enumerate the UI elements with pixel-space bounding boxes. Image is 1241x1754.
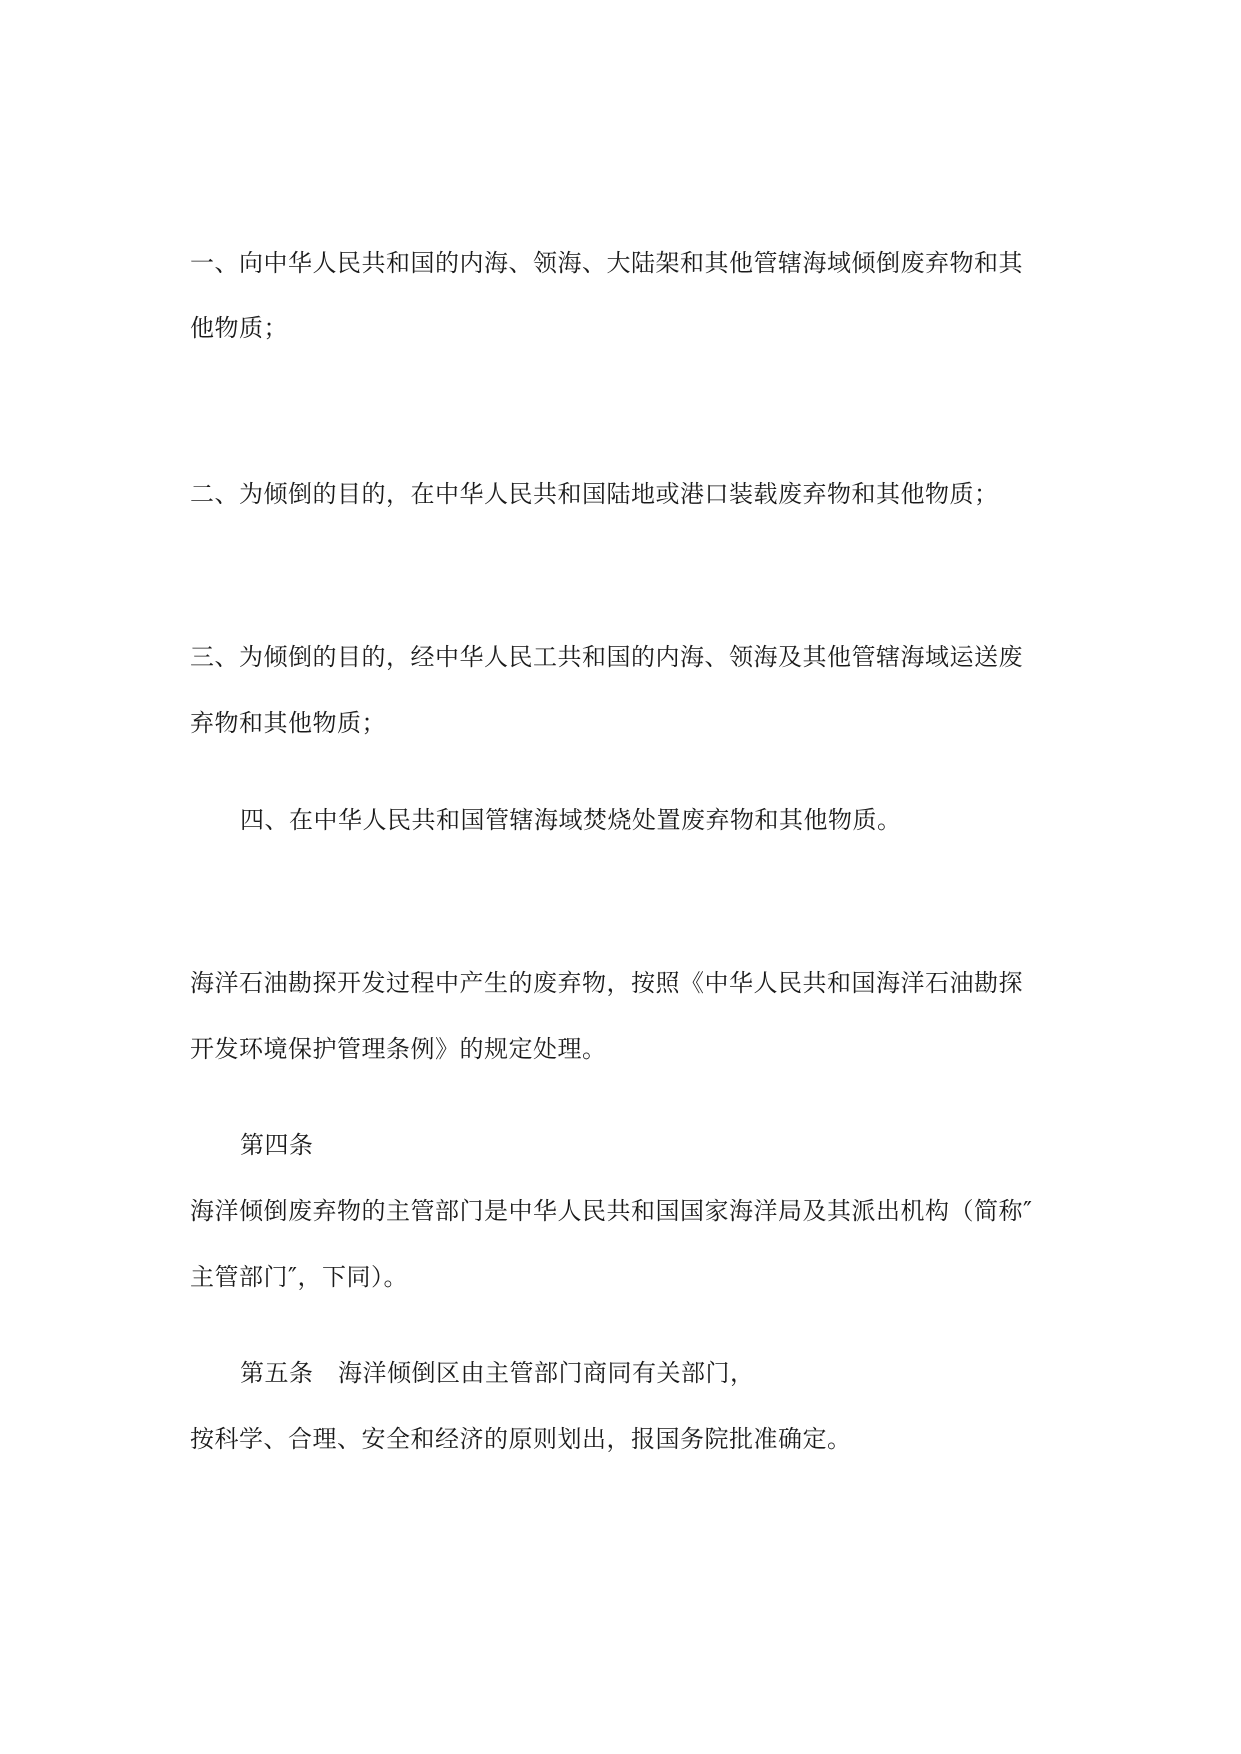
article-5-line-2: 按科学、合理、安全和经济的原则划出，报国务院批准确定。	[190, 1425, 852, 1453]
item-2-line-1: 二、为倾倒的目的，在中华人民共和国陆地或港口装载废弃物和其他物质；	[190, 480, 999, 508]
oil-paragraph-line-1: 海洋石油勘探开发过程中产生的废弃物，按照《中华人民共和国海洋石油勘探	[190, 969, 1023, 997]
article-4-line-2: 主管部门″，下同）。	[190, 1263, 408, 1291]
item-1-line-2: 他物质；	[190, 314, 288, 342]
article-4-heading: 第四条	[240, 1131, 314, 1159]
item-1-line-1: 一、向中华人民共和国的内海、领海、大陆架和其他管辖海域倾倒废弃物和其	[190, 249, 1023, 277]
oil-paragraph-line-2: 开发环境保护管理条例》的规定处理。	[190, 1035, 607, 1063]
article-4-line-1: 海洋倾倒废弃物的主管部门是中华人民共和国国家海洋局及其派出机构（简称″	[190, 1197, 1033, 1225]
article-5-line-1: 第五条 海洋倾倒区由主管部门商同有关部门，	[240, 1359, 755, 1387]
item-4-line-1: 四、在中华人民共和国管辖海域焚烧处置废弃物和其他物质。	[240, 806, 902, 834]
item-3-line-2: 弃物和其他物质；	[190, 709, 386, 737]
item-3-line-1: 三、为倾倒的目的，经中华人民工共和国的内海、领海及其他管辖海域运送废	[190, 643, 1023, 671]
